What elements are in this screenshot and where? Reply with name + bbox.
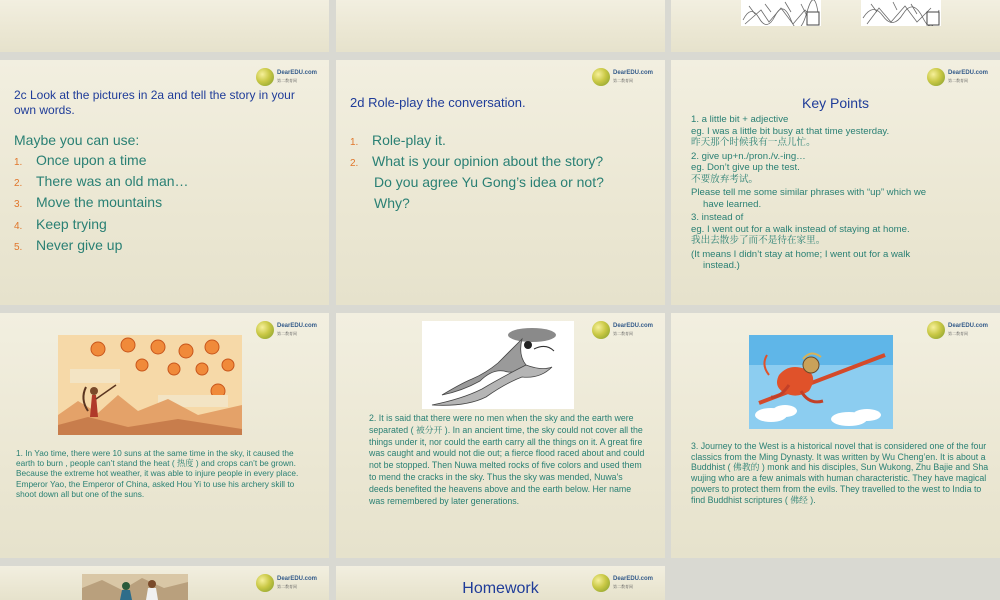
logo-sub: 第二教育网 xyxy=(612,78,633,83)
logo-globe-icon xyxy=(927,321,945,339)
site-logo xyxy=(256,574,317,592)
story-illustration xyxy=(82,574,188,600)
slide-top-left[interactable] xyxy=(0,0,329,52)
logo-brand: DearEDU.com xyxy=(276,323,317,329)
logo-brand: DearEDU.com xyxy=(612,70,653,76)
sketch-image-left xyxy=(741,0,821,26)
logo-brand: DearEDU.com xyxy=(947,323,988,329)
slide-title: 2c Look at the pictures in 2a and tell the story in your own words. xyxy=(14,88,295,117)
text-line: Please tell me some similar phrases with “up” which we xyxy=(691,187,927,198)
logo-globe-icon xyxy=(592,68,610,86)
logo-sub: 第二教育网 xyxy=(947,331,968,336)
text-line: 3. instead of xyxy=(691,212,744,223)
key-points-body xyxy=(691,114,991,272)
slide-journey-west[interactable] xyxy=(671,313,1000,558)
list-item: 5. Never give up xyxy=(14,236,123,253)
list-item: 1. Role-play it. xyxy=(350,132,446,148)
nuwa-illustration xyxy=(422,321,574,409)
site-logo xyxy=(592,68,653,86)
logo-sub: 第二教育网 xyxy=(612,331,633,336)
monkey-king-illustration xyxy=(749,335,893,429)
logo-brand: DearEDU.com xyxy=(276,576,317,582)
text-line: 昨天那个时候我有一点儿忙。 xyxy=(691,137,816,148)
site-logo xyxy=(592,321,653,339)
text-line: 1. a little bit + adjective xyxy=(691,114,789,125)
story-text: 2. It is said that there were no men when the sky and the earth were separated ( 被分开 ). In an ancient time, the sky could not cover all the things under it, nor could the earth carry all the things on it. A great fire was caught and would not die out; a fierce flood raced about and could not be stopped. Then Nuwa melted rocks of five colors and used them to mend the cracks in the sky. Thus the sky was mended, Nuwa's deeds benefited the heavens above and the earth below. Her name was remembered by later generations. xyxy=(369,413,645,506)
slide-top-right[interactable] xyxy=(671,0,1000,52)
slide-title: Homework xyxy=(462,580,539,597)
list-item: 2. What is your opinion about the story? xyxy=(350,153,604,169)
slide-subtitle: Maybe you can use: xyxy=(14,132,140,148)
sketch-image-right xyxy=(861,0,941,26)
site-logo xyxy=(927,321,988,339)
logo-brand: DearEDU.com xyxy=(276,70,317,76)
phrase-list xyxy=(14,152,314,258)
logo-globe-icon xyxy=(256,574,274,592)
question-line: Do you agree Yu Gong’s idea or not? xyxy=(374,174,604,190)
text-line: instead.) xyxy=(703,260,740,271)
task-list xyxy=(350,132,655,174)
logo-sub: 第二教育网 xyxy=(276,331,297,336)
slide-top-middle[interactable] xyxy=(336,0,665,52)
slide-nuwa[interactable] xyxy=(336,313,665,558)
list-item: 3. Move the mountains xyxy=(14,194,163,211)
logo-brand: DearEDU.com xyxy=(612,576,653,582)
hou-yi-illustration xyxy=(58,335,242,435)
slide-2c[interactable] xyxy=(0,60,329,305)
text-line: 不要放弃考试。 xyxy=(691,173,759,185)
logo-brand: DearEDU.com xyxy=(612,323,653,329)
logo-globe-icon xyxy=(256,321,274,339)
list-item: 1. Once upon a time xyxy=(14,152,147,168)
logo-sub: 第二教育网 xyxy=(276,584,297,589)
logo-globe-icon xyxy=(256,68,274,86)
text-line: eg. I went out for a walk instead of staying at home. xyxy=(691,223,910,235)
text-line: 2. give up+n./pron./v.-ing… xyxy=(691,150,806,162)
slide-homework[interactable] xyxy=(336,566,665,600)
logo-brand: DearEDU.com xyxy=(947,70,988,76)
list-item: 2. There was an old man… xyxy=(14,173,189,190)
text-line: (It means I didn’t stay at home; I went out for a walk xyxy=(691,248,911,260)
list-item: 4. Keep trying xyxy=(14,215,107,232)
logo-globe-icon xyxy=(592,321,610,339)
site-logo xyxy=(256,68,317,86)
logo-sub: 第二教育网 xyxy=(612,584,633,589)
slide-bottom-left[interactable] xyxy=(0,566,329,600)
slide-title: Key Points xyxy=(802,95,869,111)
text-line: eg. Don’t give up the test. xyxy=(691,162,800,173)
logo-sub: 第二教育网 xyxy=(276,78,297,83)
slide-hou-yi[interactable] xyxy=(0,313,329,558)
text-line: have learned. xyxy=(703,198,762,210)
story-text: 3. Journey to the West is a historical novel that is considered one of the four classics from the Ming Dynasty. It was written by Wu Cheng’en. It is about a Buddhist ( 佛教的 ) monk and his disciples, Sun Wukong, Zhu Bajie and Sha wujing who are a few animals with human characteristic. They have magical powers to protect them from the evils. They travelled to the west to India to find Buddhist scriptures ( 佛经 ). xyxy=(691,441,989,505)
text-line: eg. I was a little bit busy at that time yesterday. xyxy=(691,125,890,137)
logo-sub: 第二教育网 xyxy=(947,78,968,83)
site-logo xyxy=(927,68,988,86)
text-line: 我出去散步了而不是待在家里。 xyxy=(691,235,826,246)
site-logo xyxy=(256,321,317,339)
slide-2d[interactable] xyxy=(336,60,665,305)
logo-globe-icon xyxy=(927,68,945,86)
story-text: 1. In Yao time, there were 10 suns at the same time in the sky, it caused the earth to burn , people can’t stand the heat ( 热度 ) and crops can’t be grown. Because the extreme hot weather, it was able to injure people in every place. Emperor Yao, the Emperor of China, asked Hou Yi to use his archery skill to shoot down all but one of the suns. xyxy=(16,448,299,499)
slide-title: 2d Role-play the conversation. xyxy=(350,95,526,110)
question-line: Why? xyxy=(374,195,410,211)
slide-key-points[interactable] xyxy=(671,60,1000,305)
